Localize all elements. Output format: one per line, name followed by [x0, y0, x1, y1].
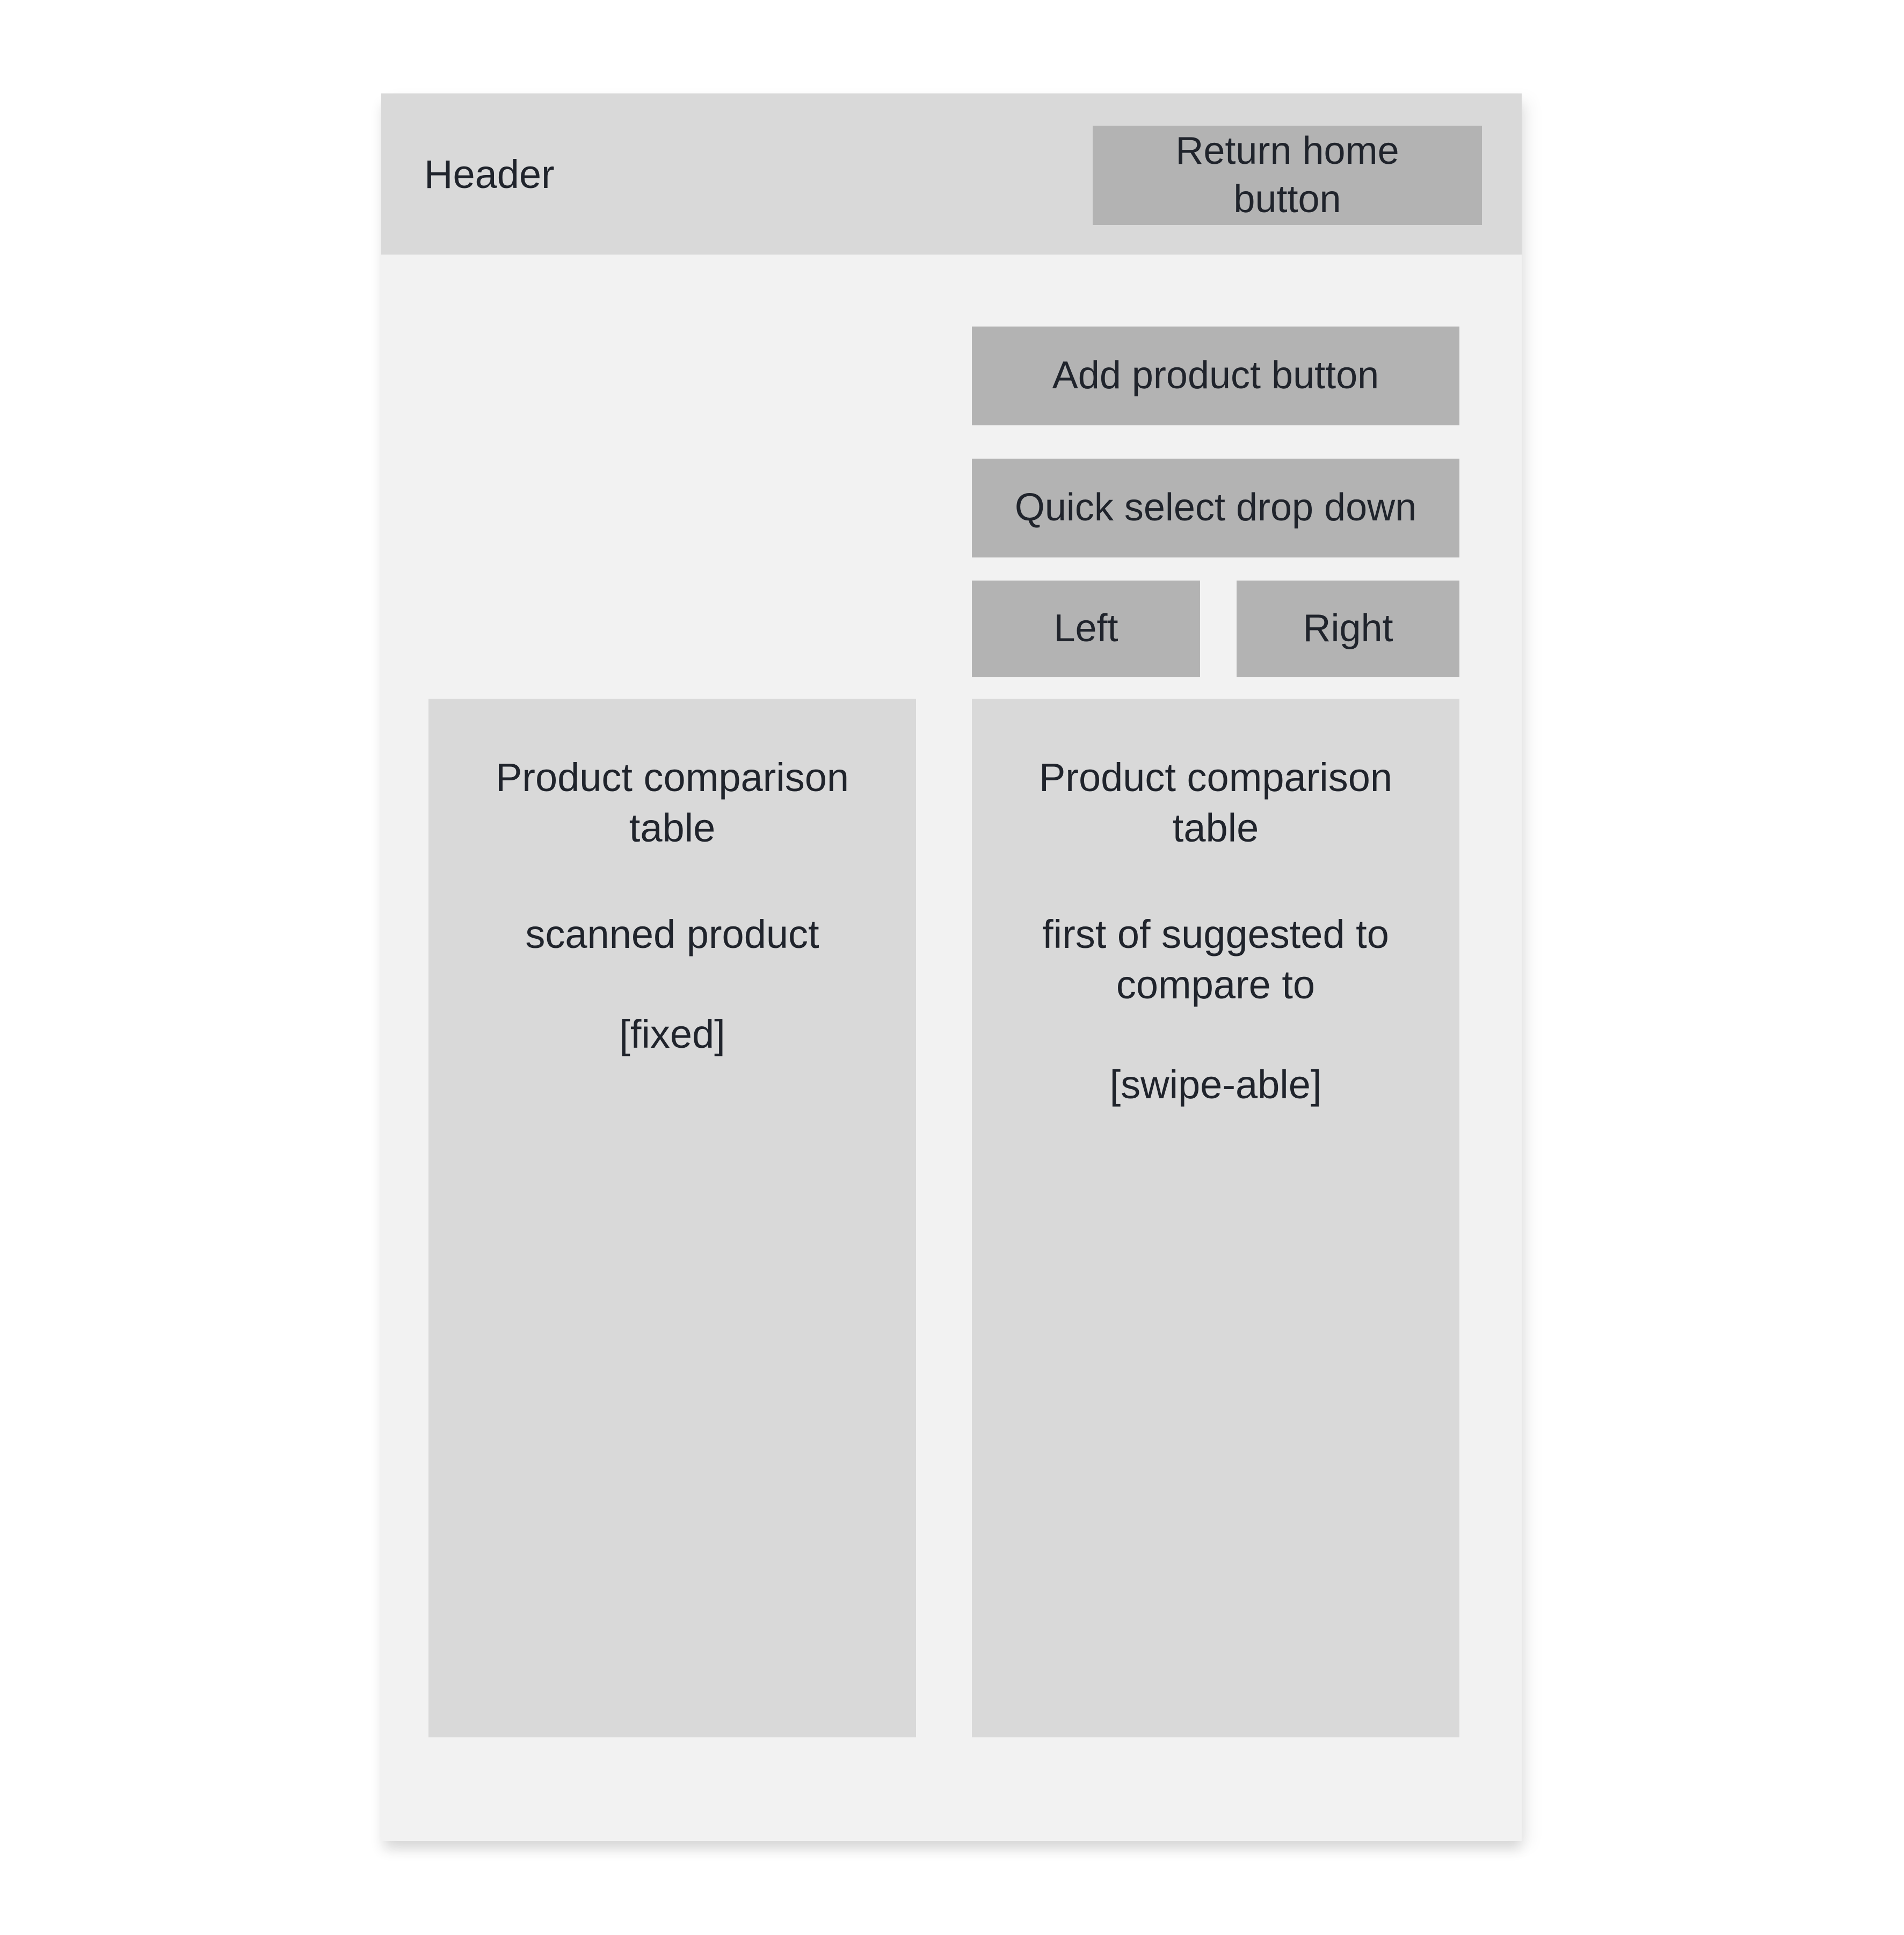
quick-select-dropdown-label: Quick select drop down [1014, 486, 1417, 530]
add-product-button[interactable] [972, 327, 1459, 425]
swipe-right-button-label: Right [1303, 607, 1393, 650]
header-title: Header [424, 151, 555, 197]
panel-swipeable-note: [swipe-able] [1109, 1062, 1322, 1107]
add-product-button-label: Add product button [1052, 354, 1379, 397]
panel-fixed-title: Product comparison table [495, 755, 849, 850]
swipe-left-button-label: Left [1053, 607, 1118, 650]
return-home-button-label: Return home button [1175, 129, 1399, 221]
panel-swipeable-title: Product comparison table [1038, 755, 1393, 850]
panel-fixed-subtitle: scanned product [525, 911, 819, 956]
app-frame [381, 93, 1522, 1841]
swipe-right-button[interactable] [1237, 581, 1459, 677]
panel-fixed-note: [fixed] [619, 1011, 725, 1056]
quick-select-dropdown[interactable] [972, 459, 1459, 557]
product-comparison-panel-fixed [428, 699, 916, 1737]
header-bar [381, 93, 1522, 255]
return-home-button[interactable] [1093, 126, 1482, 225]
panel-swipeable-subtitle: first of suggested to compare to [1042, 911, 1389, 1007]
swipe-left-button[interactable] [972, 581, 1200, 677]
product-comparison-panel-swipeable[interactable] [972, 699, 1459, 1737]
